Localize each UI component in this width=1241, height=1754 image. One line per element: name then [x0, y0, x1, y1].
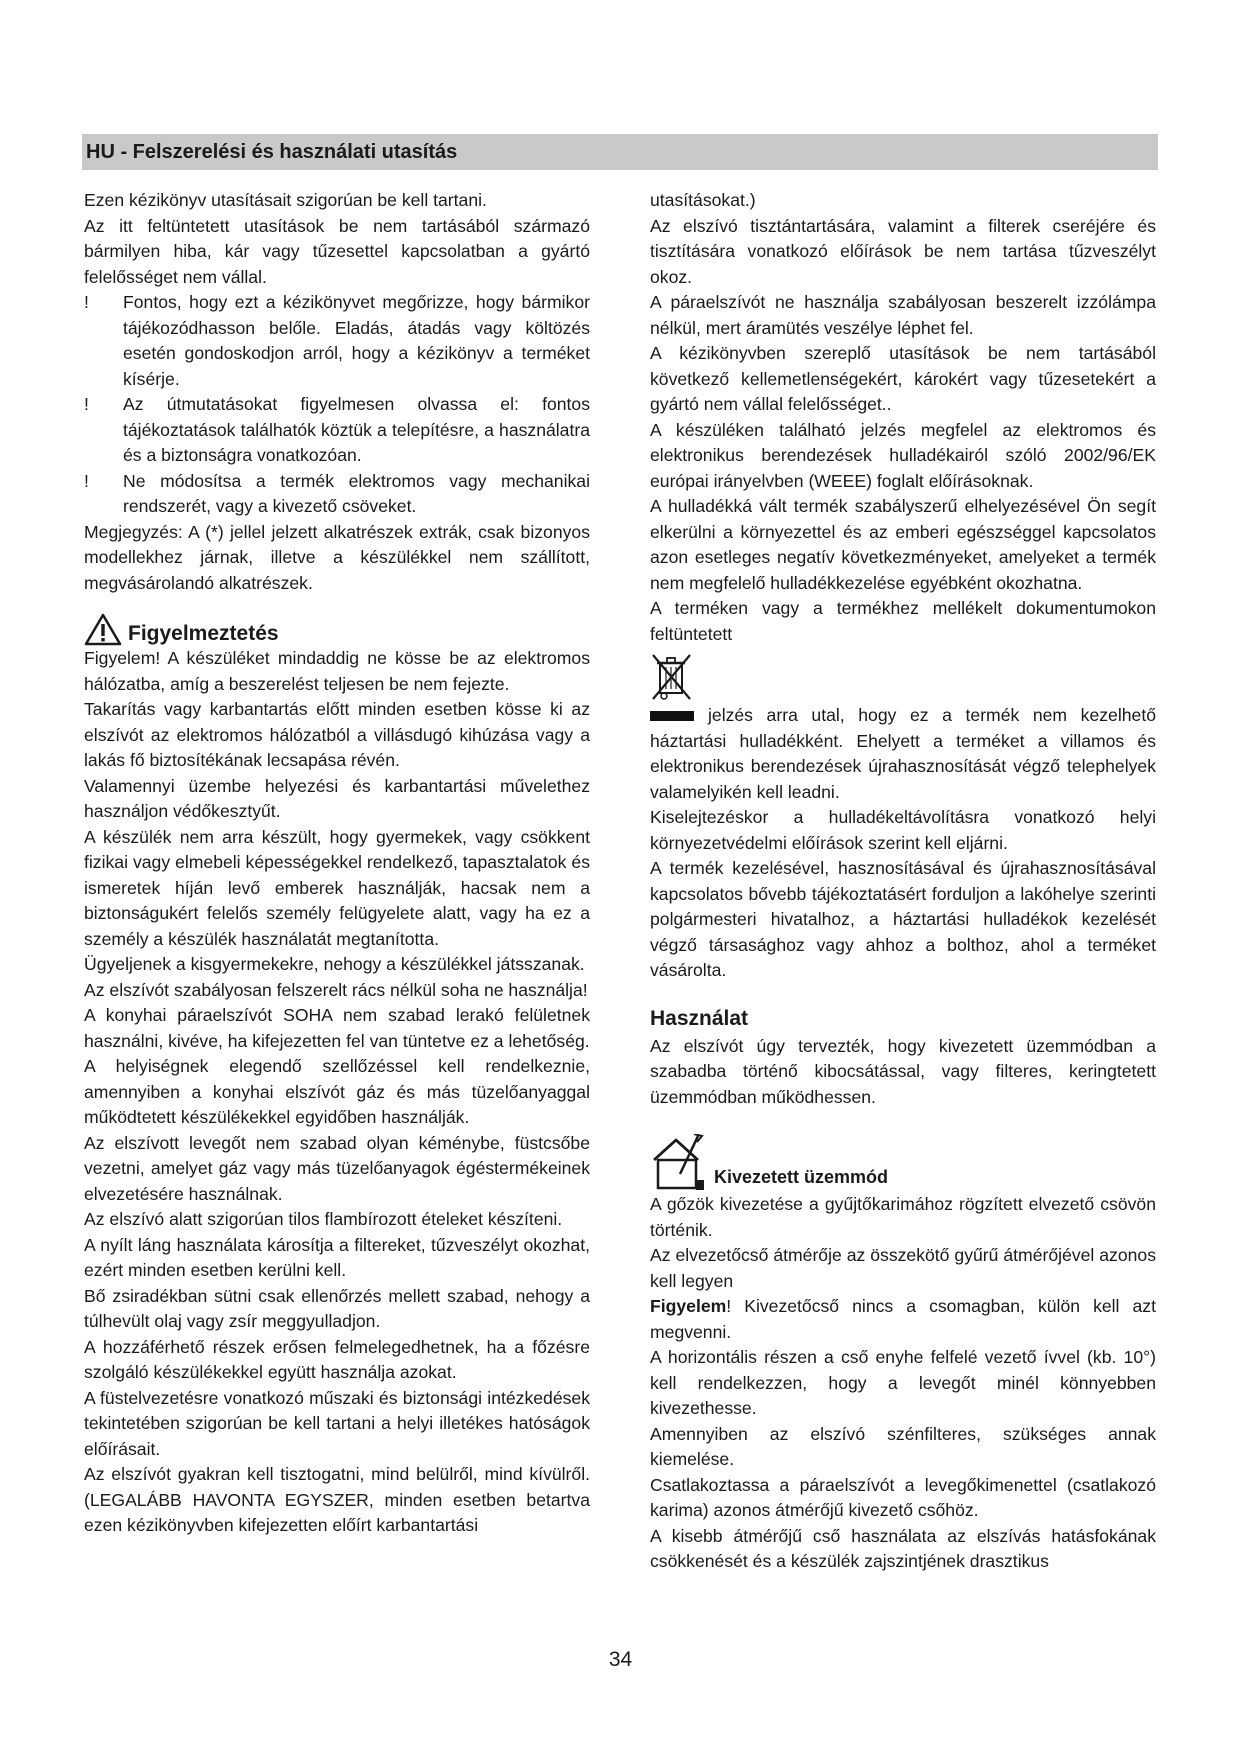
warning-paragraph: Takarítás vagy karbantartás előtt minden esetben kösse ki az elszívót az elektromos hálózatból a villásdugó kihúzása vagy a lakás fő biztosítékának lecsapása révén. — [84, 699, 590, 770]
duct-title: Kivezetett üzemmód — [714, 1166, 889, 1187]
paragraph: A gőzök kivezetése a gyűjtőkarimához rögzített elvezető csövön történik. — [650, 1194, 1156, 1240]
paragraph: A kisebb átmérőjű cső használata az elszívás hatásfokának csökkenését és a készülék zajszintjének drasztikus — [650, 1525, 1156, 1571]
warning-paragraph: A hozzáférhető részek erősen felmelegedhetnek, ha a főzésre szolgáló készülékekkel együtt használja azokat. — [84, 1336, 590, 1382]
black-bar-symbol — [650, 711, 694, 721]
attention-text: ! Kivezetőcső nincs a csomagban, külön kell azt megvenni. — [650, 1296, 1156, 1342]
note-paragraph: Megjegyzés: A (*) jellel jelzett alkatrészek extrák, csak bizonyos modellekhez járnak, illetve a készülékkel nem szállított, megvásárolandó alkatrészek. — [84, 521, 590, 593]
duct-heading — [650, 1132, 1156, 1192]
intro-paragraph: Ezen kézikönyv utasításait szigorúan be kell tartani. — [84, 190, 487, 210]
warning-paragraph: A nyílt láng használata károsítja a filtereket, tűzveszélyt okozhat, ezért minden esetben kerülni kell. — [84, 1234, 590, 1280]
warning-paragraph: A füstelvezetésre vonatkozó műszaki és biztonsági intézkedések tekintetében szigorúan be kell tartani a helyi illetékes hatóságok előírásait. — [84, 1387, 590, 1459]
bullet-text: Az útmutatásokat figyelmesen olvassa el: fontos tájékoztatások találhatók köztük a telepítésre, a használatra és a biztonságra vonatkozóan. — [123, 394, 590, 465]
usage-paragraph: Az elszívót úgy tervezték, hogy kivezetett üzemmódban a szabadba történő kibocsátással, vagy filteres, keringtetett üzemmódban működhessen. — [650, 1035, 1156, 1107]
warning-paragraph: Valamennyi üzembe helyezési és karbantartási művelethez használjon védőkesztyűt. — [84, 775, 590, 821]
page-number: 34 — [608, 1648, 633, 1671]
paragraph: Amennyiben az elszívó szénfilteres, szükséges annak kiemelése. — [650, 1423, 1156, 1469]
left-column — [84, 188, 590, 1539]
weee-paragraph — [650, 703, 1156, 805]
exclamation-mark: ! — [84, 470, 89, 491]
paragraph: Csatlakoztassa a páraelszívót a levegőkimenettel (csatlakozó karima) azonos átmérőjű kivezető csőhöz. — [650, 1474, 1156, 1520]
warning-paragraph: A konyhai páraelszívót SOHA nem szabad lerakó felületnek használni, kivéve, ha kifejezetten fel van tüntetve ez a lehetőség. — [84, 1005, 590, 1051]
attention-paragraph — [650, 1294, 1156, 1345]
bullet-text: Fontos, hogy ezt a kézikönyvet megőrizze, hogy bármikor tájékozódhasson belőle. Eladás, átadás vagy költözés esetén gondoskodjon arról, hogy a kézikönyv a terméket kísérje. — [123, 292, 590, 389]
paragraph: A készüléken található jelzés megfelel az elektromos és elektronikus berendezések hulladékairól szóló 2002/96/EK európai irányelvben (WEEE) foglalt előírásoknak. — [650, 419, 1156, 491]
warning-paragraph: Az elszívó alatt szigorúan tilos flambírozott ételeket készíteni. — [84, 1209, 563, 1229]
warning-paragraph: A készülék nem arra készült, hogy gyermekek, vagy csökkent fizikai vagy elmebeli képességekkel rendelkező, tapasztalatok és ismeretek híján levő emberek használják, hacsak nem a biztonságukért felelős személy felügyelete alatt, vagy ha ez a személy a készülék használatát megtanította. — [84, 826, 590, 949]
weee-text: jelzés arra utal, hogy ez a termék nem kezelhető háztartási hulladékként. Ehelyett a terméket a villamos és elektronikus berendezések újrahasznosítását végző telephelyek valamelyikén kell leadni. — [650, 705, 1156, 802]
section-title: HU - Felszerelési és használati utasítás — [86, 141, 458, 163]
intro-paragraph: Az itt feltüntetett utasítások be nem tartásából származó bármilyen hiba, kár vagy tűzesettel kapcsolatban a gyártó felelősséget nem vállal. — [84, 215, 590, 287]
warning-heading — [84, 610, 590, 646]
warning-paragraph: Ügyeljenek a kisgyermekekre, nehogy a készülékkel játsszanak. — [84, 954, 585, 974]
warning-paragraph: Az elszívót gyakran kell tisztogatni, mind belülről, mind kívülről. (LEGALÁBB HAVONTA EGYSZER, minden esetben betartva ezen kézikönyvben kifejezetten előírt karbantartási — [84, 1464, 590, 1535]
paragraph: A terméken vagy a termékhez mellékelt dokumentumokon feltüntetett — [650, 598, 1156, 644]
right-column — [650, 188, 1156, 1575]
exclamation-mark: ! — [84, 394, 89, 414]
exclamation-mark: ! — [84, 292, 89, 312]
paragraph: Kiselejtezéskor a hulladékeltávolításra vonatkozó helyi környezetvédelmi előírások szerint kell eljárni. — [650, 807, 1156, 853]
warning-triangle-icon — [84, 613, 122, 646]
paragraph: A páraelszívót ne használja szabályosan beszerelt izzólámpa nélkül, mert áramütés veszélye léphet fel. — [650, 292, 1156, 338]
attention-bold: Figyelem — [650, 1296, 727, 1316]
paragraph: utasításokat.) — [650, 190, 756, 210]
warning-paragraph: A helyiségnek elegendő szellőzéssel kell rendelkeznie, amennyiben a konyhai elszívót gáz és más tüzelőanyaggal működtetett készülékekkel egyidőben használják. — [84, 1056, 590, 1127]
paragraph: A kézikönyvben szereplő utasítások be nem tartásából következő kellemetlenségekért, károkért vagy tűzesetekért a gyártó nem vállal felelősséget.. — [650, 343, 1156, 414]
bullet-item — [84, 469, 590, 520]
warning-paragraph: Az elszívott levegőt nem szabad olyan kéménybe, füstcsőbe vezetni, amelyet gáz vagy más tüzelőanyagok égéstermékeinek elvezetésére használnak. — [84, 1132, 590, 1204]
warning-paragraph: Figyelem! A készüléket mindaddig ne kösse be az elektromos hálózatba, amíg a beszerelést teljesen be nem fejezte. — [84, 648, 590, 694]
weee-symbol — [650, 651, 1156, 703]
crossed-bin-icon — [650, 651, 694, 701]
paragraph: Az elvezetőcső átmérője az összekötő gyűrű átmérőjével azonos kell legyen — [650, 1245, 1156, 1291]
paragraph: A termék kezelésével, hasznosításával és újrahasznosításával kapcsolatos bővebb tájékoztatásért forduljon a lakóhelye szerinti polgármesteri hivatalhoz, a háztartási hulladékok kezelését végző társasághoz vagy ahhoz a bolthoz, ahol a terméket vásárolta. — [650, 858, 1156, 980]
usage-heading: Használat — [650, 1006, 749, 1030]
paragraph: A horizontális részen a cső enyhe felfelé vezető ívvel (kb. 10°) kell rendelkezzen, hogy a levegőt minél könnyebben kivezethesse. — [650, 1347, 1156, 1418]
bullet-text: Ne módosítsa a termék elektromos vagy mechanikai rendszerét, vagy a kivezető csöveket. — [123, 470, 590, 516]
bullet-item — [84, 290, 590, 392]
paragraph: A hulladékká vált termék szabályszerű elhelyezésével Ön segít elkerülni a környezettel és az emberi egészséggel kapcsolatos azon esetleges negatív következményeket, amelyeket a termék nem megfelelő hulladékkezelése egyébként okozhatna. — [650, 496, 1156, 593]
house-duct-icon — [650, 1134, 706, 1192]
warning-title: Figyelmeztetés — [128, 621, 279, 645]
warning-paragraph: Bő zsiradékban sütni csak ellenőrzés mellett szabad, nehogy a túlhevült olaj vagy zsír meggyulladjon. — [84, 1285, 590, 1331]
section-header — [82, 134, 1158, 170]
warning-paragraph: Az elszívót szabályosan felszerelt rács nélkül soha ne használja! — [84, 979, 588, 1000]
paragraph: Az elszívó tisztántartására, valamint a filterek cseréjére és tisztítására vonatkozó előírások be nem tartása tűzveszélyt okoz. — [650, 215, 1156, 287]
bullet-item — [84, 392, 590, 469]
